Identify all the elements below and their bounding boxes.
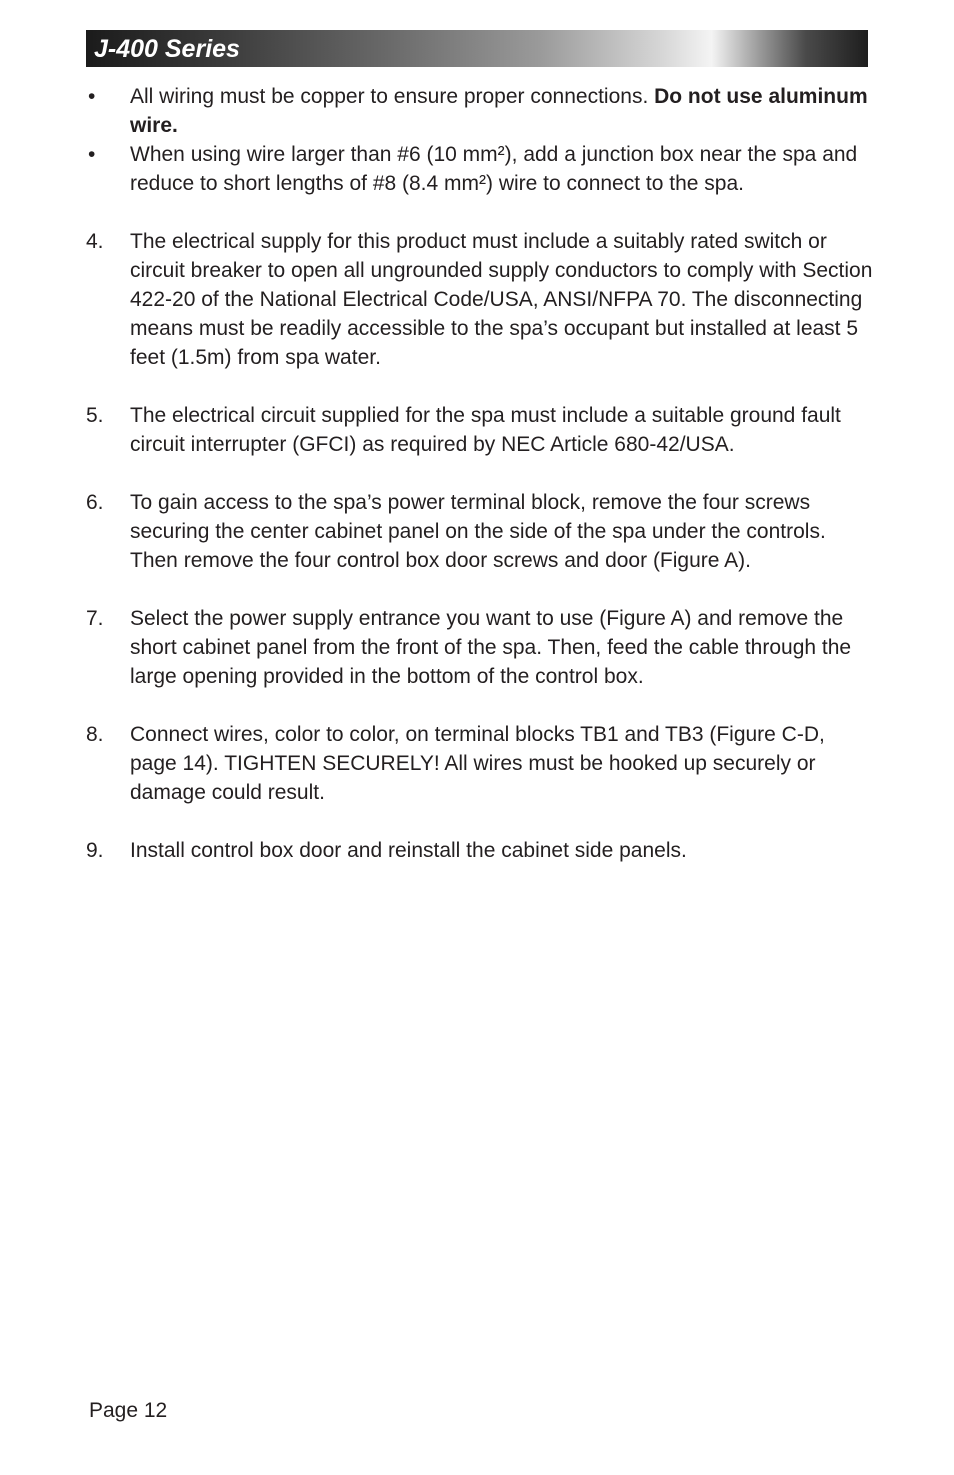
step-number: 8. bbox=[86, 723, 104, 746]
step-item bbox=[86, 720, 876, 807]
step-item bbox=[86, 836, 876, 865]
bullet-item bbox=[86, 82, 876, 140]
step-text: To gain access to the spa’s power terminal block, remove the four screws securing the center cabinet panel on the side of the spa under the controls. Then remove the four control box door screws and door (Figure A). bbox=[130, 491, 826, 572]
step-number: 4. bbox=[86, 230, 104, 253]
document-title: J-400 Series bbox=[94, 35, 240, 63]
step-number: 6. bbox=[86, 491, 104, 514]
step-item bbox=[86, 488, 876, 575]
page-body bbox=[86, 82, 876, 865]
step-text: Select the power supply entrance you want to use (Figure A) and remove the short cabinet panel from the front of the spa. Then, feed the cable through the large opening provided in the bottom of the control box. bbox=[130, 607, 852, 688]
step-text: The electrical supply for this product must include a suitably rated switch or circuit breaker to open all ungrounded supply conductors to comply with Section 422-20 of the National Electrical Code/USA, ANSI/NFPA 70. The disconnecting means must be readily accessible to the spa’s occupant but installed at least 5 feet (1.5m) from spa water. bbox=[130, 230, 873, 369]
step-text: Install control box door and reinstall the cabinet side panels. bbox=[130, 839, 687, 862]
step-item bbox=[86, 401, 876, 459]
step-item bbox=[86, 604, 876, 691]
bullet-item bbox=[86, 140, 876, 198]
header-bar bbox=[86, 30, 868, 67]
step-text: Connect wires, color to color, on terminal blocks TB1 and TB3 (Figure C-D, page 14). TIGHTEN SECURELY! All wires must be hooked up securely or damage could result. bbox=[130, 723, 825, 804]
bullet-marker: • bbox=[88, 143, 96, 166]
bullet-warning: Do not use aluminum wire. bbox=[130, 85, 868, 137]
page-number: Page 12 bbox=[89, 1399, 168, 1422]
bullet-text: When using wire larger than #6 (10 mm²), add a junction box near the spa and reduce to short lengths of #8 (8.4 mm²) wire to connect to the spa. bbox=[130, 143, 858, 195]
bullet-text: All wiring must be copper to ensure proper connections. bbox=[130, 85, 655, 108]
step-number: 5. bbox=[86, 404, 104, 427]
bullet-marker: • bbox=[88, 85, 96, 108]
step-item bbox=[86, 227, 876, 372]
step-text: The electrical circuit supplied for the spa must include a suitable ground fault circuit interrupter (GFCI) as required by NEC Article 680-42/USA. bbox=[130, 404, 841, 456]
step-number: 9. bbox=[86, 839, 104, 862]
step-number: 7. bbox=[86, 607, 104, 630]
